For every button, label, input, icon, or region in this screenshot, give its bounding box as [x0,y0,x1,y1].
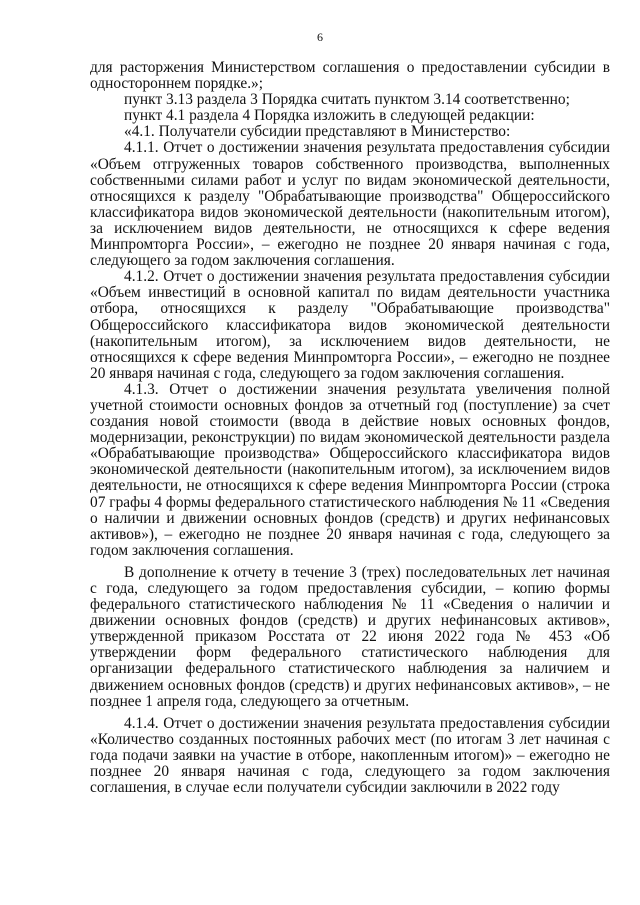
paragraph-4-1-4: 4.1.4. Отчет о достижении значения результата предоставления субсидии «Количество созданных постоянных рабочих мест (по итогам 3 лет начиная с года подачи заявки на участие в отборе, накопленным итогом)» – ежегодно не позднее 20 января начиная с года, следующего за годом заключения соглашения, в случае если получатели субсидии заключили в 2022 году [90,714,610,797]
paragraph-amendment-4-1: пункт 4.1 раздела 4 Порядка изложить в следующей редакции: [124,107,535,125]
paragraph-4-1-2: 4.1.2. Отчет о достижении значения результата предоставления субсидии «Объем инвестиций в основной капитал по видам деятельности участника отбора, относящихся к разделу "Обрабатывающие производства" Общероссийского классификатора видов экономической деятельности (накопительным итогом), за исключением видов деятельности, не относящихся к сфере ведения Минпромторга России», – ежегодно не позднее 20 января начиная с года, следующего за годом заключения соглашения. [90,268,610,382]
paragraph-4-1-3: 4.1.3. Отчет о достижении значения результата увеличения полной учетной стоимости основных фондов за отчетный год (поступление) за счет создания новой стоимости (ввода в действие новых основных фондов, модернизации, реконструкции) по видам экономической деятельности раздела «Обрабатывающие производства» Общероссийского классификатора видов экономической деятельности (накопительным итогом), за исключением видов деятельности, не относящихся к сфере ведения Минпромторга России (строка 07 графы 4 формы федерального статистического наблюдения № 11 «Сведения о наличии и движении основных фондов (средств) и других нефинансовых активов»), – ежегодно не позднее 20 января начиная с года, следующего за годом заключения соглашения. [90,380,610,559]
paragraph-supplement: В дополнение к отчету в течение 3 (трех) последовательных лет начиная с года, следующего за годом предоставления субсидии, – копию формы федерального статистического наблюдения № 11 «Сведения о наличии и движении основных фондов (средств) и других нефинансовых активов», утвержденной приказом Росстата от 22 июня 2022 года № 453 «Об утверждении форм федерального статистического наблюдения для организации федерального статистического наблюдения за наличием и движением основных фондов (средств) и других нефинансовых активов», – не позднее 1 апреля года, следующего за отчетным. [90,563,610,710]
paragraph-4-1-1: 4.1.1. Отчет о достижении значения результата предоставления субсидии «Объем отгруженных товаров собственного производства, выполненных собственными силами работ и услуг по видам экономической деятельности, относящихся к разделу "Обрабатывающие производства" Общероссийского классификатора видов экономической деятельности (накопительным итогом), за исключением видов деятельности, не относящихся к сфере ведения Минпромторга России», – ежегодно не позднее 20 января начиная с года, следующего за годом заключения соглашения. [90,139,610,270]
paragraph-amendment-3-13: пункт 3.13 раздела 3 Порядка считать пунктом 3.14 соответственно; [124,91,570,109]
paragraph-4-1: «4.1. Получатели субсидии представляют в Министерство: [124,123,511,141]
document-body [90,60,610,796]
paragraph-continuation: для расторжения Министерством соглашения о предоставлении субсидии в одностороннем порядке.»; [90,59,610,93]
page-number: 6 [317,30,323,44]
